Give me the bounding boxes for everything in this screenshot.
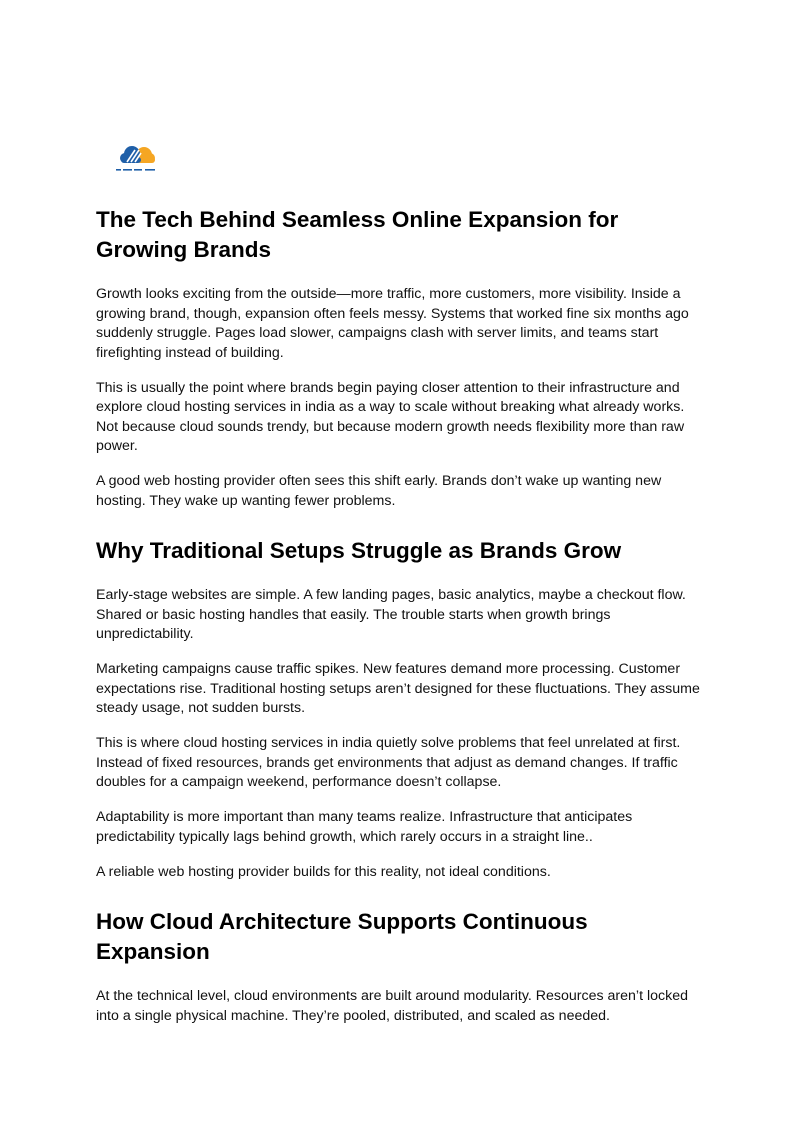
cloud-logo-icon bbox=[113, 143, 159, 175]
article-body bbox=[96, 205, 702, 1042]
section1-paragraph-2: Marketing campaigns cause traffic spikes. New features demand more processing. Customer expectations rise. Traditional hosting setups aren’t designed for these fluctuations. They assume steady usage, not sudden bursts. bbox=[96, 661, 700, 716]
brand-logo bbox=[113, 143, 159, 175]
section-heading-cloud-architecture: How Cloud Architecture Supports Continuous Expansion bbox=[96, 909, 588, 964]
section1-paragraph-5: A reliable web hosting provider builds for this reality, not ideal conditions. bbox=[96, 863, 551, 880]
page-title: The Tech Behind Seamless Online Expansion for Growing Brands bbox=[96, 207, 619, 262]
intro-paragraph-3: A good web hosting provider often sees this shift early. Brands don’t wake up wanting new hosting. They wake up wanting fewer problems. bbox=[96, 473, 662, 509]
section1-paragraph-4: Adaptability is more important than many teams realize. Infrastructure that anticipates predictability typically lags behind growth, which rarely occurs in a straight line.. bbox=[96, 809, 633, 845]
intro-paragraph-1: Growth looks exciting from the outside—more traffic, more customers, more visibility. Inside a growing brand, though, expansion often feels messy. Systems that worked fine six months ago suddenly struggle. Pages load slower, campaigns clash with server limits, and teams start firefighting instead of building. bbox=[96, 286, 689, 361]
section-heading-traditional-setups: Why Traditional Setups Struggle as Brands Grow bbox=[96, 538, 622, 563]
section1-paragraph-1: Early-stage websites are simple. A few landing pages, basic analytics, maybe a checkout flow. Shared or basic hosting handles that easily. The trouble starts when growth brings unpredictability. bbox=[96, 587, 686, 642]
intro-paragraph-2: This is usually the point where brands begin paying closer attention to their infrastructure and explore cloud hosting services in india as a way to scale without breaking what already works. Not because cloud sounds trendy, but because modern growth needs flexibility more than raw power. bbox=[96, 379, 685, 454]
section2-paragraph-1: At the technical level, cloud environments are built around modularity. Resources aren’t locked into a single physical machine. They’re pooled, distributed, and scaled as needed. bbox=[96, 988, 688, 1024]
section1-paragraph-3: This is where cloud hosting services in india quietly solve problems that feel unrelated at first. Instead of fixed resources, brands get environments that adjust as demand changes. If traffic doubles for a campaign weekend, performance doesn’t collapse. bbox=[96, 735, 681, 790]
